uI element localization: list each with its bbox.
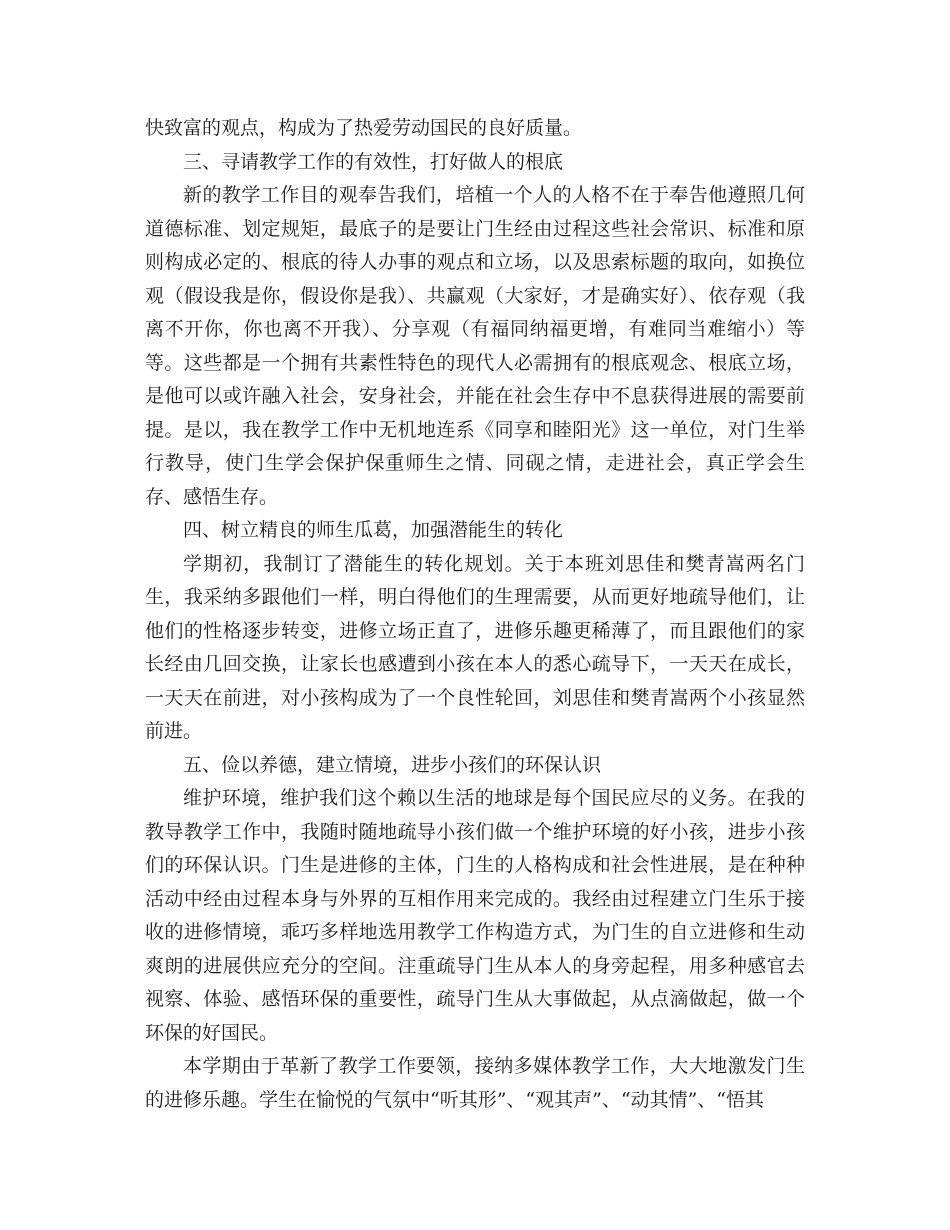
paragraph: 维护环境，维护我们这个赖以生活的地球是每个国民应尽的义务。在我的教导教学工作中，我随时随地疏导小孩们做一个维护环境的好小孩，进步小孩们的环保认识。门生是进修的主体，门生的人格构成和社会性进展，是在种种活动中经由过程本身与外界的互相作用来完成的。我经由过程建立门生乐于接收的进修情境，乖巧多样地选用教学工作构造方式，为门生的自立进修和生动爽朗的进展供应充分的空间。注重疏导门生从本人的身旁起程，用多种感官去视察、体验、感悟环保的重要性，疏导门生从大事做起，从点滴做起，做一个环保的好国民。 [145,787,805,1044]
paragraph: 本学期由于革新了教学工作要领，接纳多媒体教学工作，大大地激发门生的进修乐趣。学生在愉悦的气氛中“听其形”、“观其声”、“动其情”、“悟其 [145,1055,805,1111]
paragraph: 学期初，我制订了潜能生的转化规划。关于本班刘思佳和樊青嵩两名门生，我采纳多跟他们一样，明白得他们的生理需要，从而更好地疏导他们，让他们的性格逐步转变，进修立场正直了，进修乐趣更稀薄了，而且跟他们的家长经由几回交换，让家长也感遭到小孩在本人的悉心疏导下，一天天在成长，一天天在前进，对小孩构成为了一个良性轮回，刘思佳和樊青嵩两个小孩显然前进。 [145,552,805,742]
section-heading-4: 四、树立精良的师生瓜葛，加强潜能生的转化 [183,519,564,541]
section-heading-3: 三、寻请教学工作的有效性，打好做人的根底 [183,150,564,173]
document-body [145,112,805,1117]
paragraph: 新的教学工作目的观奉告我们，培植一个人的人格不在于奉告他遵照几何道德标准、划定规矩，最底子的是要让门生经由过程这些社会常识、标准和原则构成必定的、根底的待人办事的观点和立场，以及思索标题的取向，如换位观（假设我是你，假设你是我）、共赢观（大家好，才是确实好）、依存观（我离不开你，你也离不开我）、分享观（有福同纳福更增，有难同当难缩小）等等。这些都是一个拥有共素性特色的现代人必需拥有的根底观念、根底立场，是他可以或许融入社会，安身社会，并能在社会生存中不息获得进展的需要前提。是以，我在教学工作中无机地连系《同享和睦阳光》这一单位，对门生举行教导，使门生学会保护保重师生之情、同砚之情，走进社会，真正学会生存、感悟生存。 [145,184,805,508]
section-heading-5: 五、俭以养德，建立情境，进步小孩们的环保认识 [183,753,602,776]
paragraph-continuation: 快致富的观点，构成为了热爱劳动国民的良好质量。 [145,117,583,139]
